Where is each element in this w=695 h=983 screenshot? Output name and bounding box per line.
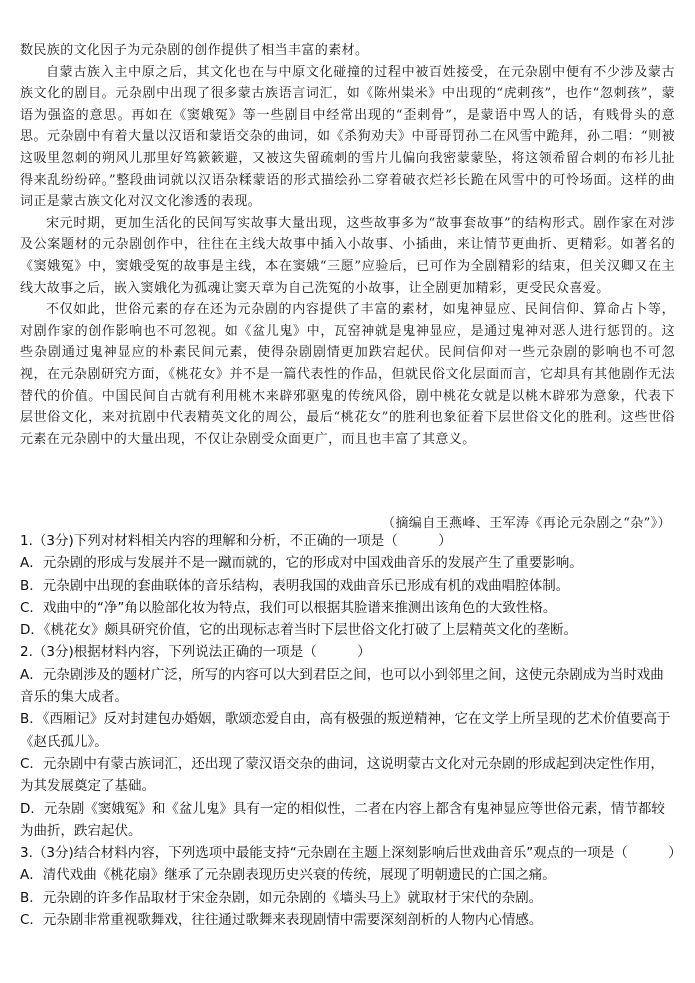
question-1-option-b: B．元杂剧中出现的套曲联体的音乐结构，表明我国的戏曲音乐已形成有机的戏曲唱腔体制。	[20, 577, 570, 594]
question-1-option-a: A．元杂剧的形成与发展并不是一蹴而就的，它的形成对中国戏曲音乐的发展产生了重要影响。	[20, 555, 583, 572]
question-1-option-d: D．《桃花女》颇具研究价值，它的出现标志着当时下层世俗文化打破了上层精英文化的垄断。	[20, 622, 578, 639]
passage-source: （摘编自王燕峰、王军涛《再论元杂剧之“杂”》）	[382, 516, 671, 531]
question-3-option-c: C．元杂剧非常重视歌舞戏，往往通过歌舞来表现剧情中需要深刻剖析的人物内心情感。	[20, 912, 543, 929]
reading-passage	[20, 40, 675, 450]
question-2-stem: 2.（3分)根据材料内容，下列说法正确的一项是（ ）	[20, 644, 371, 661]
question-1-stem: 1.（3分)下列对材料相关内容的理解和分析，不正确的一项是（ ）	[20, 533, 452, 549]
passage-paragraph-4: 不仅如此，世俗元素的存在还为元杂剧的内容提供了丰富的素材，如鬼神显应、民间信仰、算命占卜等，对剧作家的创作影响也不可忽视。如《盆儿鬼》中，瓦窑神就是鬼神显应，是通过鬼神对恶人进行惩罚的。这些杂剧通过鬼神显应的朴素民间元素，使得杂剧剧情更加跌宕起伏。民间信仰对一些元杂剧的影响也不可忽视，在元杂剧研究方面，《桃花女》并不是一篇代表性的作品，但就民俗文化层面而言，它却具有其他剧作无法替代的价值。中国民间自古就有利用桃木来辟邪驱鬼的传统风俗，剧中桃花女就是以桃木辟邪为意象，代表下层世俗文化，来对抗剧中代表精英文化的周公，最后“桃花女”的胜利也象征着下层世俗文化的胜利。这些世俗元素在元杂剧中的大量出现，不仅让杂剧受众面更广，而且也丰富了其意义。	[20, 302, 675, 447]
passage-paragraph-2: 自蒙古族入主中原之后，其文化也在与中原文化碰撞的过程中被百姓接受，在元杂剧中便有不少涉及蒙古族文化的剧目。元杂剧中出现了很多蒙古族语言词汇，如《陈州粜米》中出现的“虎剌孩”，也作“忽刺孩”，蒙语为强盗的意思。再如在《窦娥冤》等一些剧目中经常出现的“歪剌骨”，是蒙语中骂人的话，有贱骨头的意思。元杂剧中有着大量以汉语和蒙语交杂的曲词，如《杀狗劝夫》中哥哥罚孙二在风雪中跪拜，孙二唱：“则被这吸里忽刺的朔风儿那里好笃簌簌避，又被这失留疏刺的雪片儿偏向我密蒙蒙坠，将这领希留合刺的布衫儿扯得来乱纷纷碎。”整段曲词就以汉语杂糅蒙语的形式描绘孙二穿着破衣烂衫长跪在风雪中的可怜场面。这样的曲词正是蒙古族文化对汉文化渗透的表现。	[20, 64, 675, 210]
question-3-stem: 3.（3分)结合材料内容，下列选项中最能支持“元杂剧在主题上深刻影响后世戏曲音乐”观点的一项是（ ）	[20, 845, 682, 862]
question-1-option-c: C．戏曲中的“净”角以脸部化妆为特点，我们可以根据其脸谱来推测出该角色的大致性格。	[20, 599, 557, 616]
question-2-option-b: B．《西厢记》反对封建包办婚姻，歌颂恋爱自由，高有极强的叛逆精神，它在文学上所呈现的艺术价值要高于《赵氏孤儿》。	[20, 711, 671, 750]
question-3-option-a: A．清代戏曲《桃花扇》继承了元杂剧表现历史兴衰的传统，展现了明朝遗民的亡国之痛。	[20, 867, 556, 884]
question-2-option-d: D．元杂剧《窦娥冤》和《盆儿鬼》具有一定的相似性，二者在内容上都含有鬼神显应等世俗元素，情节都较为曲折，跌宕起伏。	[20, 800, 665, 839]
question-3-option-b: B．元杂剧的许多作品取材于宋金杂剧，如元杂剧的《墙头马上》就取材于宋代的杂剧。	[20, 889, 543, 906]
question-list	[20, 530, 682, 931]
question-2-option-c: C．元杂剧中有蒙古族词汇，还出现了蒙汉语交杂的曲词，这说明蒙古文化对元杂剧的形成起到决定性作用，为其发展奠定了基础。	[20, 755, 664, 795]
passage-paragraph-3: 宋元时期，更加生活化的民间写实故事大量出现，这些故事多为“故事套故事”的结构形式。剧作家在对涉及公案题材的元杂剧创作中，往往在主线大故事中插入小故事、小插曲，来让情节更曲折、更精彩。如著名的《窦娥冤》中，窦娥受冤的故事是主线，本在窦娥“三愿”应验后，已可作为全剧精彩的结束，但关汉卿又在主线大故事之后，嵌入窦娥化为孤魂让窦天章为自己洗冤的小故事，让全剧更加精彩，更受民众喜爱。	[20, 215, 675, 296]
passage-paragraph-1: 数民族的文化因子为元杂剧的创作提供了相当丰富的素材。	[20, 43, 369, 58]
question-2-option-a: A．元杂剧涉及的题材广泛，所写的内容可以大到君臣之间，也可以小到邻里之间，这使元杂剧成为当时戏曲音乐的集大成者。	[20, 666, 664, 706]
